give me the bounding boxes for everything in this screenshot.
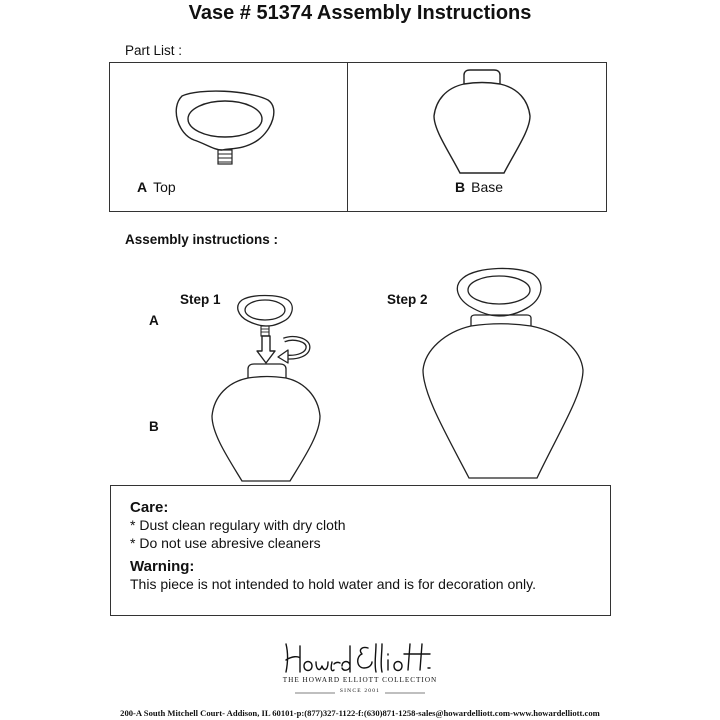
step-2-label: Step 2 [387,292,428,307]
page-title: Vase # 51374 Assembly Instructions [188,2,532,24]
part-a-caption [137,179,176,195]
collection-name: THE HOWARD ELLIOTT COLLECTION [282,676,438,684]
step-1-label: Step 1 [180,292,221,307]
part-b-name: Base [471,179,504,195]
rotate-arrow-icon [276,336,310,360]
part-a-top-illustration [170,88,280,168]
parts-divider [347,62,348,212]
care-item-1: * Dust clean regulary with dry cloth [130,517,346,533]
footer-contact: 200-A South Mitchell Court- Addison, IL 60101-p:(877)327-1122-f:(630)871-1258-sales@howardelliott.com-www.howardelliott.com [120,708,600,718]
warning-text: This piece is not intended to hold water and is for decoration only. [130,576,536,592]
care-heading: Care: [130,499,169,516]
part-a-name: Top [153,179,176,195]
down-arrow-icon [256,336,276,364]
part-b-caption [455,179,503,195]
part-b-letter: B [455,179,466,195]
since-year: SINCE 2001 [339,688,381,694]
side-label-b: B [149,419,159,434]
part-b-base-illustration [430,70,530,174]
howard-elliott-signature-logo [280,640,446,676]
warning-heading: Warning: [130,558,195,575]
step-2-assembled-vase-illustration [419,266,587,480]
part-a-letter: A [137,179,148,195]
side-label-a: A [149,313,159,328]
step-1-base-illustration [210,364,322,482]
part-list-label: Part List : [125,43,183,58]
care-item-2: * Do not use abresive cleaners [130,535,321,551]
step-1-top-illustration [236,294,296,338]
assembly-heading: Assembly instructions : [125,232,279,247]
